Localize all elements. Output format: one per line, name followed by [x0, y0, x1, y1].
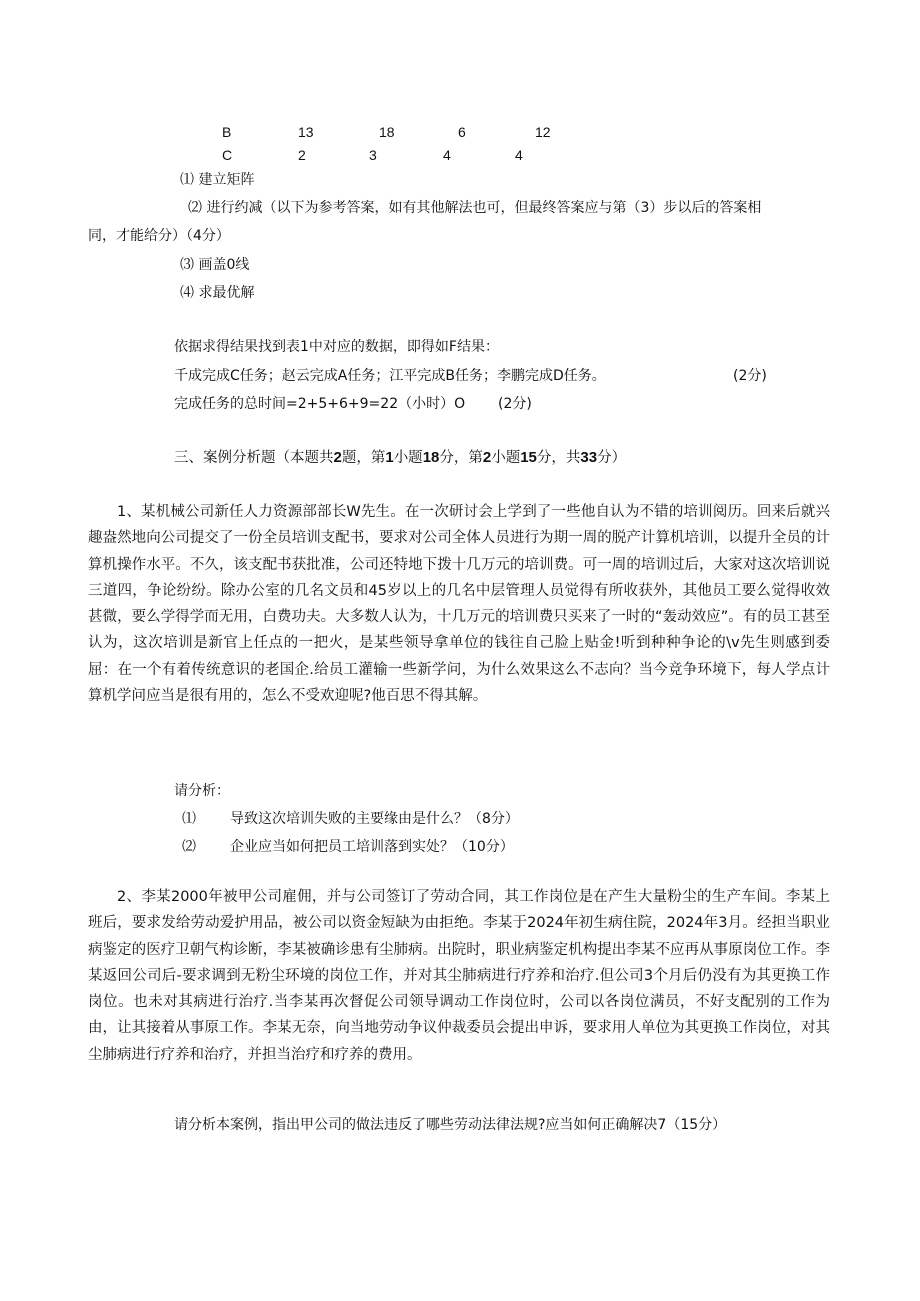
step-4: ⑷ 求最优解 [180, 285, 255, 301]
heading-suffix: 分） [597, 450, 627, 466]
case-1-q2-number: ⑵ [182, 839, 196, 855]
heading-question-count: 2 [333, 449, 342, 466]
case-1-q1-number: ⑴ [182, 811, 196, 827]
heading-prefix: 三、案例分析题（本题共 [174, 450, 334, 466]
cell-c-1: 2 [298, 147, 306, 163]
cell-c-3: 4 [443, 147, 451, 163]
case-1-q2: 企业应当如何把员工培训落到实处？（10分） [230, 839, 514, 855]
cell-b-3: 6 [458, 124, 466, 140]
step-2-line-2: 同，才能给分）（4分） [88, 228, 230, 244]
cell-b-1: 13 [298, 124, 314, 140]
heading-q2-number: 2 [482, 449, 492, 466]
section-3-heading [174, 449, 626, 467]
step-1: ⑴ 建立矩阵 [180, 172, 255, 188]
cell-c-4: 4 [515, 147, 523, 163]
row-label-c: C [222, 147, 233, 163]
step-2-line-1: ⑵ 进行约减（以下为参考答案，如有其他解法也可，但最终答案应与第（3）步以后的答案相 [188, 200, 762, 216]
heading-mid-1: 题，第 [341, 450, 386, 466]
heading-mid-4: 小题 [491, 450, 521, 466]
case-1-ask: 请分析： [174, 783, 230, 799]
result-intro: 依据求得结果找到表1中对应的数据，即得如F结果： [174, 339, 499, 355]
step-3: ⑶ 画盖0线 [180, 257, 250, 273]
heading-q1-number: 1 [385, 449, 394, 466]
cell-b-2: 18 [379, 124, 395, 140]
result-total-time: 完成任务的总时间=2+5+6+9=22（小时）O [174, 396, 466, 412]
case-1-text: 1、某机械公司新任人力资源部部长W先生。在一次研讨会上学到了一些他自认为不错的培训阅历。回来后就兴趣盎然地向公司提交了一份全员培训支配书，要求对公司全体人员进行为期一周的脱产计算机培训，以提升全员的计算机操作水平。不久，该支配书获批准，公司还特地下拨十几万元的培训费。可一周的培训过后，大家对这次培训说三道四，争论纷纷。除办公室的几名文员和45岁以上的几名中层管理人员觉得有所收获外，其他员工要么觉得收效甚微，要么学得学而无用，白费功夫。大多数人认为，十几万元的培训费只买来了一时的“轰动效应”。有的员工甚至认为，这次培训是新官上任点的一把火，是某些领导拿单位的钱往自己脸上贴金!听到种种争论的\v先生则感到委屈：在一个有着传统意识的老国企.给员工灌输一些新学问，为什么效果这么不志向？当今竞争环境下，每人学点计算机学问应当是很有用的，怎么不受欢迎呢?他百思不得其解。 [88, 504, 830, 705]
result-total-score: (2分) [498, 396, 532, 412]
result-assignment-score: (2分) [733, 368, 767, 384]
cell-c-2: 3 [369, 147, 377, 163]
heading-q1-points: 18 [422, 449, 440, 466]
heading-mid-3: 分，第 [439, 450, 483, 466]
heading-total-points: 33 [580, 449, 598, 466]
case-2-ask: 请分析本案例，指出甲公司的做法违反了哪些劳动法律法规?应当如何正确解决7（15分） [174, 1117, 727, 1133]
row-label-b: B [222, 124, 232, 140]
heading-mid-5: 分，共 [536, 450, 581, 466]
case-1-q1: 导致这次培训失败的主要缘由是什么？（8分） [230, 811, 519, 827]
result-assignment: 千成完成C任务；赵云完成A任务；江平完成B任务；李鹏完成D任务。 [174, 368, 606, 384]
heading-mid-2: 小题 [393, 450, 423, 466]
heading-q2-points: 15 [520, 449, 537, 466]
cell-b-4: 12 [535, 124, 551, 140]
case-2-text: 2、李某2000年被甲公司雇佣，并与公司签订了劳动合同，其工作岗位是在产生大量粉尘的生产车间。李某上班后，要求发给劳动爱护用品，被公司以资金短缺为由拒绝。李某于2024年初生病住院，2024年3月。经担当职业病鉴定的医疗卫朝气构诊断，李某被确诊患有尘肺病。出院时，职业病鉴定机构提出李某不应再从事原岗位工作。李某返回公司后-要求调到无粉尘环境的岗位工作，并对其尘肺病进行疗养和治疗.但公司3个月后仍没有为其更换工作岗位。也未对其病进行治疗.当李某再次督促公司领导调动工作岗位时，公司以各岗位满员，不好支配别的工作为由，让其接着从事原工作。李某无奈，向当地劳动争议仲裁委员会提出申诉，要求用人单位为其更换工作岗位，对其尘肺病进行疗养和治疗，并担当治疗和疗养的费用。 [88, 889, 830, 1063]
